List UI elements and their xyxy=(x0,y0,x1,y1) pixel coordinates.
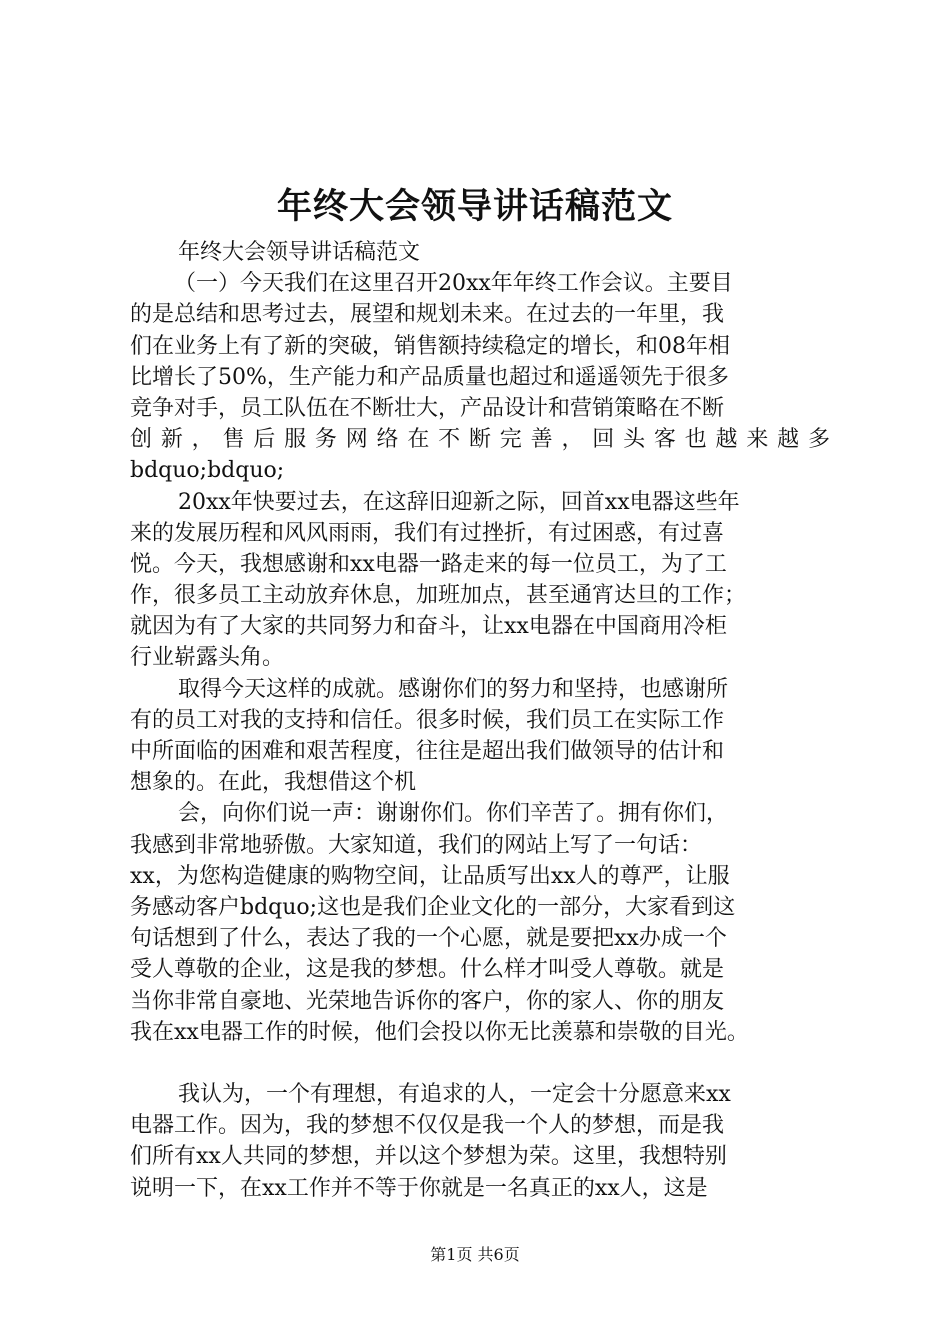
text-line: 的是总结和思考过去，展望和规划未来。在过去的一年里，我 xyxy=(130,302,725,328)
text-line: 中所面临的困难和艰苦程度，往往是超出我们做领导的估计和 xyxy=(130,739,725,764)
text-line: 悦。今天，我想感谢和xx电器一路走来的每一位员工，为了工 xyxy=(130,551,727,577)
text-line: 我感到非常地骄傲。大家知道，我们的网站上写了一句话： xyxy=(130,832,703,858)
text-line: 比增长了50%，生产能力和产品质量也超过和遥遥领先于很多 xyxy=(130,364,729,390)
text-line: 有的员工对我的支持和信任。很多时候，我们员工在实际工作 xyxy=(130,707,725,733)
text-line: 想象的。在此，我想借这个机 xyxy=(130,770,417,796)
text-line: 就因为有了大家的共同努力和奋斗，让xx电器在中国商用冷柜 xyxy=(130,614,727,640)
text-line: 我认为，一个有理想，有追求的人，一定会十分愿意来xx xyxy=(178,1082,731,1108)
text-line: 20xx年快要过去，在这辞旧迎新之际，回首xx电器这些年 xyxy=(178,489,740,515)
text-line: 作，很多员工主动放弃休息，加班加点，甚至通宵达旦的工作； xyxy=(130,583,747,609)
text-line: 句话想到了什么，表达了我的一个心愿，就是要把xx办成一个 xyxy=(130,926,727,952)
text-line: 行业崭露头角。 xyxy=(130,645,285,671)
document-body xyxy=(130,237,830,1204)
text-line: bdquo;bdquo; xyxy=(130,458,285,484)
text-line: 会，向你们说一声：谢谢你们。你们辛苦了。拥有你们， xyxy=(178,801,729,827)
text-line: 们在业务上有了新的突破，销售额持续稳定的增长，和08年相 xyxy=(130,333,730,359)
text-line: 说明一下，在xx工作并不等于你就是一名真正的xx人，这是 xyxy=(130,1175,708,1201)
text-line: （一）今天我们在这里召开20xx年年终工作会议。主要目 xyxy=(174,271,733,297)
text-line: 取得今天这样的成就。感谢你们的努力和坚持，也感谢所 xyxy=(178,676,729,702)
text-line: 务感动客户bdquo;这也是我们企业文化的一部分，大家看到这 xyxy=(130,894,736,920)
text-line: 创新，售后服务网络在不断完善，回头客也越来越多 xyxy=(130,427,830,453)
text-line: 当你非常自豪地、光荣地告诉你的客户，你的家人、你的朋友 xyxy=(130,988,725,1014)
text-line: xx，为您构造健康的购物空间，让品质写出xx人的尊严，让服 xyxy=(130,863,730,889)
text-line: 年终大会领导讲话稿范文 xyxy=(178,240,421,265)
text-line: 们所有xx人共同的梦想，并以这个梦想为荣。这里，我想特别 xyxy=(130,1144,727,1170)
page-footer: 第1页 共6页 xyxy=(430,1245,520,1264)
text-line: 来的发展历程和风风雨雨，我们有过挫折，有过困惑，有过喜 xyxy=(130,520,725,546)
text-line: 我在xx电器工作的时候，他们会投以你无比羡慕和崇敬的目光。 xyxy=(130,1019,749,1045)
document-title: 年终大会领导讲话稿范文 xyxy=(276,187,673,227)
text-line: 竞争对手，员工队伍在不断壮大，产品设计和营销策略在不断 xyxy=(130,395,725,421)
text-line: 受人尊敬的企业，这是我的梦想。什么样才叫受人尊敬。就是 xyxy=(130,957,725,983)
text-line: 电器工作。因为，我的梦想不仅仅是我一个人的梦想，而是我 xyxy=(130,1113,725,1139)
blank-line xyxy=(130,1048,830,1079)
